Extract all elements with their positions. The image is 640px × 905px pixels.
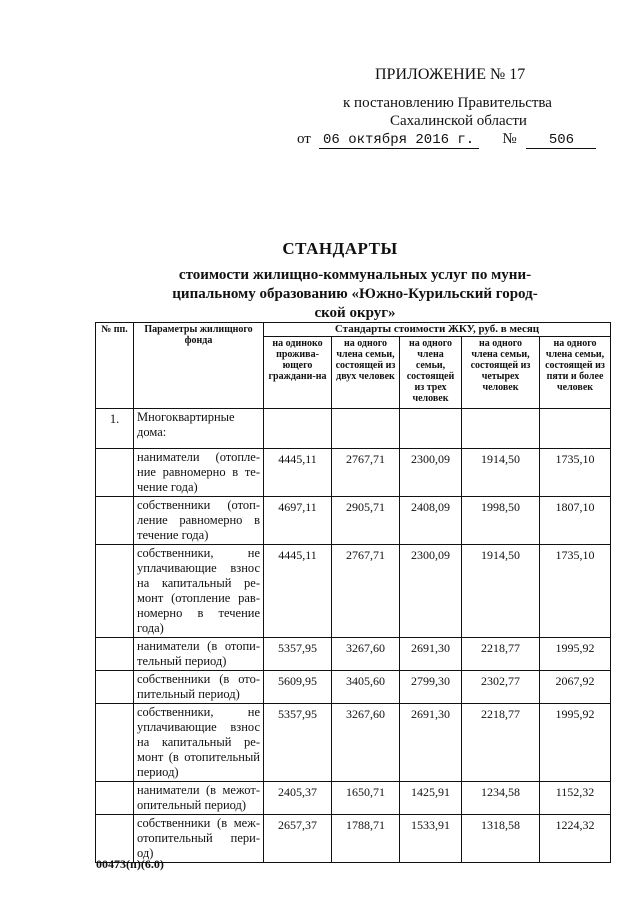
from-label: от <box>297 131 311 147</box>
row-value: 5609,95 <box>264 671 332 704</box>
empty-cell <box>540 409 611 449</box>
row-index-cell <box>96 671 134 704</box>
row-value: 2300,09 <box>400 545 462 638</box>
row-value: 3405,60 <box>332 671 400 704</box>
row-value: 5357,95 <box>264 704 332 782</box>
col-num-header: № пп. <box>96 323 134 409</box>
subtitle-line: ципальному образованию «Южно-Курильский город- <box>172 286 538 302</box>
row-label: наниматели (в отопи-тельный период) <box>134 638 264 671</box>
row-value: 1533,91 <box>400 815 462 863</box>
row-value: 2408,09 <box>400 497 462 545</box>
row-index-cell <box>96 449 134 497</box>
row-label: собственники (отоп-ление равномерно в течение года) <box>134 497 264 545</box>
row-value: 1788,71 <box>332 815 400 863</box>
table-header-row <box>96 323 611 337</box>
row-value: 4445,11 <box>264 449 332 497</box>
section-label: Многоквартирные дома: <box>134 409 264 449</box>
row-value: 2218,77 <box>462 704 540 782</box>
empty-cell <box>332 409 400 449</box>
empty-cell <box>264 409 332 449</box>
row-label: собственники, не уплачивающие взнос на капитальный ре-монт (в отопительный период) <box>134 704 264 782</box>
subcol-header: на одного члена семьи, состоящей из пяти и более человек <box>540 337 611 409</box>
subtitle-line: ской округ» <box>314 305 396 321</box>
row-value: 2905,71 <box>332 497 400 545</box>
subcol-header: на одного члена семьи, состоящей из трех человек <box>400 337 462 409</box>
row-value: 1224,32 <box>540 815 611 863</box>
subcol-header: на одного члена семьи, состоящей из четырех человек <box>462 337 540 409</box>
resolution-date: 06 октября 2016 г. <box>319 132 479 149</box>
table-row <box>96 704 611 782</box>
row-value: 1735,10 <box>540 449 611 497</box>
section-row <box>96 409 611 449</box>
region-line: Сахалинской области <box>390 113 527 129</box>
row-value: 2691,30 <box>400 638 462 671</box>
row-value: 2799,30 <box>400 671 462 704</box>
row-label: собственники, не уплачивающие взнос на капитальный ре-монт (отопление рав-номерно в течение года) <box>134 545 264 638</box>
number-label: № <box>502 131 517 147</box>
col-group-header: Стандарты стоимости ЖКУ, руб. в месяц <box>264 323 611 337</box>
empty-cell <box>400 409 462 449</box>
row-value: 1650,71 <box>332 782 400 815</box>
row-value: 1735,10 <box>540 545 611 638</box>
row-index-cell <box>96 704 134 782</box>
row-index-cell <box>96 638 134 671</box>
row-value: 1998,50 <box>462 497 540 545</box>
subcol-header: на одиноко прожива-ющего граждани-на <box>264 337 332 409</box>
row-index-cell <box>96 545 134 638</box>
row-value: 2767,71 <box>332 449 400 497</box>
row-label: наниматели (в межот-опительный период) <box>134 782 264 815</box>
table-row <box>96 497 611 545</box>
row-value: 2067,92 <box>540 671 611 704</box>
row-value: 5357,95 <box>264 638 332 671</box>
row-value: 1425,91 <box>400 782 462 815</box>
table-row <box>96 671 611 704</box>
row-value: 1995,92 <box>540 638 611 671</box>
resolution-number: 506 <box>526 132 596 149</box>
document-code: 00473(п)(6.0) <box>96 857 164 871</box>
row-value: 2405,37 <box>264 782 332 815</box>
table-row <box>96 545 611 638</box>
row-value: 1152,32 <box>540 782 611 815</box>
row-value: 2657,37 <box>264 815 332 863</box>
empty-cell <box>462 409 540 449</box>
row-value: 1995,92 <box>540 704 611 782</box>
resolution-line: к постановлению Правительства <box>343 95 552 111</box>
row-value: 1914,50 <box>462 449 540 497</box>
table-row <box>96 815 611 863</box>
table-row <box>96 449 611 497</box>
row-label: собственники (в меж-отопительный пери-од) <box>134 815 264 863</box>
row-index-cell <box>96 782 134 815</box>
date-line <box>297 131 596 149</box>
row-value: 1234,58 <box>462 782 540 815</box>
row-label: наниматели (отопле-ние равномерно в те-чение года) <box>134 449 264 497</box>
row-value: 2302,77 <box>462 671 540 704</box>
row-value: 2691,30 <box>400 704 462 782</box>
row-value: 1914,50 <box>462 545 540 638</box>
table-row <box>96 638 611 671</box>
row-value: 1318,58 <box>462 815 540 863</box>
row-value: 4697,11 <box>264 497 332 545</box>
subtitle-line: стоимости жилищно-коммунальных услуг по муни- <box>178 267 532 283</box>
subcol-header: на одного члена семьи, состоящей из двух человек <box>332 337 400 409</box>
appendix-number: ПРИЛОЖЕНИЕ № 17 <box>375 66 526 83</box>
table-row <box>96 782 611 815</box>
row-value: 2767,71 <box>332 545 400 638</box>
document-subtitle <box>170 266 540 323</box>
col-params-header: Параметры жилищного фонда <box>134 323 264 409</box>
row-value: 2300,09 <box>400 449 462 497</box>
row-value: 4445,11 <box>264 545 332 638</box>
row-label: собственники (в ото-пительный период) <box>134 671 264 704</box>
row-value: 3267,60 <box>332 638 400 671</box>
row-value: 1807,10 <box>540 497 611 545</box>
section-number: 1. <box>96 409 134 449</box>
row-value: 3267,60 <box>332 704 400 782</box>
document-title: СТАНДАРТЫ <box>282 239 398 258</box>
standards-table <box>95 322 611 863</box>
row-index-cell <box>96 815 134 863</box>
row-value: 2218,77 <box>462 638 540 671</box>
row-index-cell <box>96 497 134 545</box>
